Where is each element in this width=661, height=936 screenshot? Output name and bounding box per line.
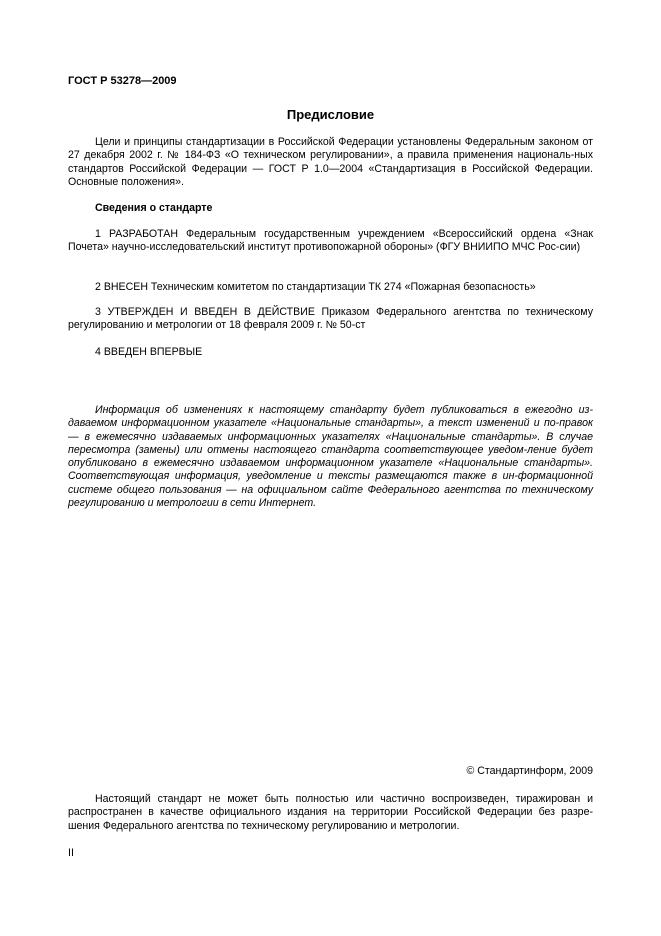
- copyright-notice: © Стандартинформ, 2009: [466, 765, 593, 777]
- reproduction-notice: Настоящий стандарт не может быть полностью или частично воспроизведен, тиражирован и распространен в качестве официального издания на территории Российской Федерации без разре-шения Федерального агентства по техническому регулированию и метрологии.: [68, 793, 593, 832]
- changes-notice: Информация об изменениях к настоящему стандарту будет публиковаться в ежегодно из-даваемом информационном указателе «Национальные стандарты», а текст изменений и по-правок — в ежемесячно издаваемых информационных указателях «Национальные стандарты». В случае пересмотра (замены) или отмены настоящего стандарта соответствующее уведом-ление будет опубликовано в ежемесячно издаваемом информационном указателе «Национальные стандарты». Соответствующая информация, уведомление и тексты размещаются также в ин-формационной системе общего пользования — на официальном сайте Федерального агентства по техническому регулированию и метрологии в сети Интернет.: [68, 404, 593, 510]
- info-item-developed: 1 РАЗРАБОТАН Федеральным государственным учреждением «Всероссийский ордена «Знак Почета» научно-исследовательский институт противопожарной обороны» (ФГУ ВНИИПО МЧС Рос-сии): [68, 228, 593, 254]
- info-item-approved: 3 УТВЕРЖДЕН И ВВЕДЕН В ДЕЙСТВИЕ Приказом Федерального агентства по техническому регулированию и метрологии от 18 февраля 2009 г. № 50-ст: [68, 306, 593, 332]
- standard-info-heading: Сведения о стандарте: [95, 202, 213, 214]
- foreword-intro: Цели и принципы стандартизации в Российской Федерации установлены Федеральным законом от 27 декабря 2002 г. № 184-ФЗ «О техническом регулировании», а правила применения националь-ных стандартов Российской Федерации — ГОСТ Р 1.0—2004 «Стандартизация в Российской Федерации. Основные положения».: [68, 136, 593, 188]
- document-code: ГОСТ Р 53278—2009: [68, 75, 177, 87]
- page-number: II: [68, 847, 74, 859]
- info-item-submitted: 2 ВНЕСЕН Техническим комитетом по стандартизации ТК 274 «Пожарная безопасность»: [95, 281, 536, 293]
- info-item-introduced: 4 ВВЕДЕН ВПЕРВЫЕ: [95, 346, 203, 358]
- foreword-title: Предисловие: [286, 107, 375, 122]
